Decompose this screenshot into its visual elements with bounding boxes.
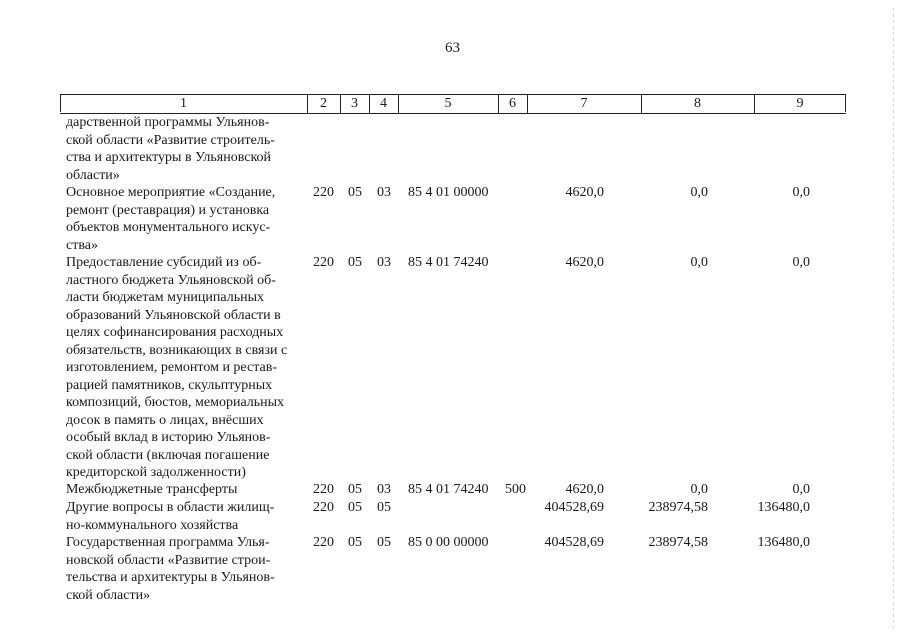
- header-col-4: 4: [380, 96, 387, 111]
- cell-c8: 0,0: [690, 255, 708, 270]
- description-line: досок в память о лицах, внёсших: [66, 412, 264, 428]
- cell-c5: 85 0 00 00000: [408, 535, 489, 550]
- cell-c4: 03: [377, 482, 391, 497]
- description-line: изготовлением, ремонтом и рестав-: [66, 360, 277, 375]
- cell-c4: 05: [377, 535, 391, 550]
- header-col-8: 8: [694, 96, 701, 111]
- description-line: кредиторской задолженности): [66, 465, 246, 480]
- page-number: 63: [445, 40, 460, 56]
- page-edge-line: [893, 8, 894, 628]
- row-description: [66, 114, 304, 184]
- cell-c7: 4620,0: [565, 255, 604, 270]
- row-description: [66, 481, 304, 499]
- cell-c6: 500: [505, 482, 526, 497]
- description-line: рацией памятников, скульптурных: [66, 377, 273, 393]
- header-col-2: 2: [320, 96, 327, 111]
- cell-c9: 0,0: [792, 255, 810, 270]
- cell-c7: 404528,69: [544, 535, 604, 550]
- description-line: целях софинансирования расходных: [66, 325, 284, 340]
- cell-c4: 03: [377, 185, 391, 200]
- description-line: но-коммунального хозяйства: [66, 517, 239, 533]
- header-col-3: 3: [351, 96, 358, 111]
- description-line: ласти бюджетам муниципальных: [66, 290, 265, 305]
- description-line: ской области (включая погашение: [66, 447, 270, 463]
- header-col-9: 9: [796, 96, 804, 111]
- cell-c8: 238974,58: [648, 535, 708, 550]
- description-line: новской области «Развитие строи-: [66, 552, 271, 568]
- cell-c7: 404528,69: [544, 500, 604, 515]
- description-line: Основное мероприятие «Создание,: [66, 185, 276, 200]
- header-col-5: 5: [444, 96, 452, 111]
- description-line: Другие вопросы в области жилищ-: [66, 500, 275, 515]
- description-line: дарственной программы Ульянов-: [66, 115, 270, 130]
- cell-c2: 220: [313, 255, 334, 270]
- cell-c2: 220: [313, 482, 334, 497]
- description-line: области»: [66, 167, 120, 183]
- cell-c5: 85 4 01 74240: [408, 482, 489, 497]
- cell-c3: 05: [348, 500, 362, 515]
- row-description: [66, 184, 304, 254]
- description-line: ластного бюджета Ульяновской об-: [66, 272, 276, 288]
- cell-c8: 0,0: [690, 482, 708, 497]
- description-line: Предоставление субсидий из об-: [66, 255, 262, 270]
- cell-c3: 05: [348, 185, 362, 200]
- cell-c2: 220: [313, 185, 334, 200]
- description-line: ства»: [66, 237, 98, 253]
- cell-c5: 85 4 01 00000: [408, 185, 489, 200]
- description-line: обязательств, возникающих в связи с: [66, 342, 288, 358]
- cell-c9: 136480,0: [757, 535, 810, 550]
- cell-c3: 05: [348, 482, 362, 497]
- description-line: ремонт (реставрация) и установка: [66, 202, 270, 218]
- cell-c2: 220: [313, 535, 334, 550]
- header-col-6: 6: [509, 96, 516, 111]
- row-description: [66, 499, 304, 534]
- cell-c5: 85 4 01 74240: [408, 255, 489, 270]
- cell-c9: 0,0: [792, 185, 810, 200]
- header-col-1: 1: [180, 96, 187, 111]
- description-line: объектов монументального искус-: [66, 220, 271, 235]
- row-description: [66, 534, 304, 604]
- cell-c7: 4620,0: [565, 482, 604, 497]
- cell-c8: 238974,58: [648, 500, 708, 515]
- cell-c4: 03: [377, 255, 391, 270]
- row-description: [66, 254, 304, 482]
- cell-c3: 05: [348, 255, 362, 270]
- header-col-7: 7: [580, 96, 588, 111]
- cell-c8: 0,0: [690, 185, 708, 200]
- description-line: образований Ульяновской области в: [66, 307, 281, 323]
- description-line: композиций, бюстов, мемориальных: [66, 395, 285, 410]
- cell-c4: 05: [377, 500, 391, 515]
- cell-c7: 4620,0: [565, 185, 604, 200]
- description-line: ства и архитектуры в Ульяновской: [66, 150, 272, 165]
- description-line: тельства и архитектуры в Ульянов-: [66, 570, 275, 585]
- cell-c9: 136480,0: [757, 500, 810, 515]
- cell-c9: 0,0: [792, 482, 810, 497]
- description-line: Государственная программа Улья-: [66, 535, 270, 550]
- description-line: ской области»: [66, 587, 151, 603]
- description-line: ской области «Развитие строитель-: [66, 132, 275, 148]
- description-line: Межбюджетные трансферты: [66, 482, 238, 497]
- cell-c2: 220: [313, 500, 334, 515]
- cell-c3: 05: [348, 535, 362, 550]
- description-line: особый вклад в историю Ульянов-: [66, 430, 271, 445]
